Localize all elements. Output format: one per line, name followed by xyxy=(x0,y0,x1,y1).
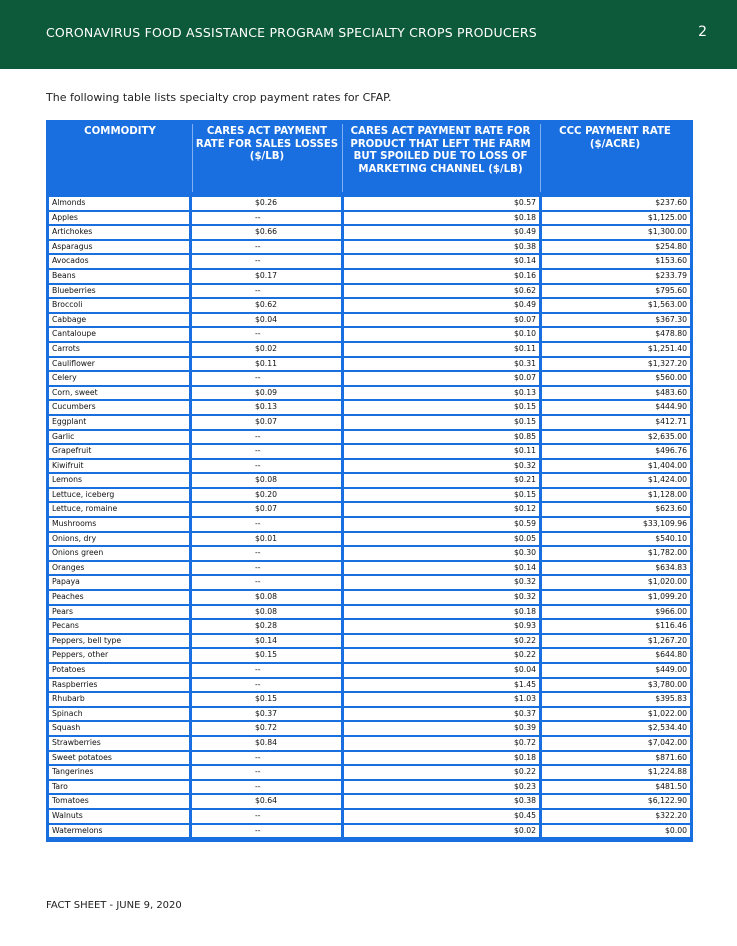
ccc-rate-cell: $444.90 xyxy=(542,401,690,414)
table-row xyxy=(49,313,690,328)
commodity-cell: Peaches xyxy=(49,591,189,604)
commodity-cell: Asparagus xyxy=(49,241,189,254)
cares-sales-loss-cell: -- xyxy=(192,255,341,268)
cares-spoiled-cell: $1.03 xyxy=(344,693,539,706)
commodity-cell: Eggplant xyxy=(49,416,189,429)
ccc-rate-cell: $1,424.00 xyxy=(542,474,690,487)
column-header-commodity: COMMODITY xyxy=(84,126,156,137)
header-divider xyxy=(342,124,343,192)
cares-sales-loss-cell: $0.17 xyxy=(192,270,341,283)
cares-spoiled-cell: $0.11 xyxy=(344,445,539,458)
cares-sales-loss-cell: -- xyxy=(192,460,341,473)
commodity-cell: Peppers, other xyxy=(49,649,189,662)
cares-sales-loss-cell: $0.62 xyxy=(192,299,341,312)
cares-sales-loss-cell: $0.37 xyxy=(192,708,341,721)
cares-spoiled-cell: $0.07 xyxy=(344,314,539,327)
cares-sales-loss-cell: -- xyxy=(192,241,341,254)
table-row xyxy=(49,663,690,678)
ccc-rate-cell: $1,404.00 xyxy=(542,460,690,473)
table-row xyxy=(49,298,690,313)
cares-spoiled-cell: $0.31 xyxy=(344,358,539,371)
cares-sales-loss-cell: -- xyxy=(192,212,341,225)
ccc-rate-cell: $0.00 xyxy=(542,825,690,838)
cares-sales-loss-cell: -- xyxy=(192,679,341,692)
table-row xyxy=(49,546,690,561)
ccc-rate-cell: $634.83 xyxy=(542,562,690,575)
header-divider xyxy=(192,124,193,192)
commodity-cell: Squash xyxy=(49,722,189,735)
cares-sales-loss-cell: $0.84 xyxy=(192,737,341,750)
ccc-rate-cell: $483.60 xyxy=(542,387,690,400)
ccc-rate-cell: $540.10 xyxy=(542,533,690,546)
cares-spoiled-cell: $0.18 xyxy=(344,606,539,619)
table-row xyxy=(49,225,690,240)
cares-sales-loss-cell: -- xyxy=(192,781,341,794)
table-row xyxy=(49,809,690,824)
table-row xyxy=(49,575,690,590)
commodity-cell: Celery xyxy=(49,372,189,385)
ccc-rate-cell: $7,042.00 xyxy=(542,737,690,750)
page-number: 2 xyxy=(698,24,707,40)
intro-text: The following table lists specialty crop payment rates for CFAP. xyxy=(46,91,392,104)
table-row xyxy=(49,619,690,634)
cares-sales-loss-cell: -- xyxy=(192,825,341,838)
cares-spoiled-cell: $0.32 xyxy=(344,591,539,604)
commodity-cell: Onions, dry xyxy=(49,533,189,546)
commodity-cell: Beans xyxy=(49,270,189,283)
ccc-rate-cell: $322.20 xyxy=(542,810,690,823)
column-header-cares-sales-losses: CARES ACT PAYMENT RATE FOR SALES LOSSES ($/LB) xyxy=(195,126,339,162)
cares-sales-loss-cell: -- xyxy=(192,328,341,341)
cares-sales-loss-cell: $0.72 xyxy=(192,722,341,735)
commodity-cell: Lettuce, romaine xyxy=(49,503,189,516)
cares-sales-loss-cell: -- xyxy=(192,547,341,560)
cares-sales-loss-cell: $0.64 xyxy=(192,795,341,808)
ccc-rate-cell: $233.79 xyxy=(542,270,690,283)
table-row xyxy=(49,371,690,386)
cares-sales-loss-cell: -- xyxy=(192,285,341,298)
table-row xyxy=(49,590,690,605)
cares-sales-loss-cell: $0.07 xyxy=(192,416,341,429)
commodity-cell: Spinach xyxy=(49,708,189,721)
table-row xyxy=(49,517,690,532)
commodity-cell: Artichokes xyxy=(49,226,189,239)
table-row xyxy=(49,357,690,372)
cares-spoiled-cell: $0.49 xyxy=(344,226,539,239)
cares-sales-loss-cell: $0.28 xyxy=(192,620,341,633)
commodity-cell: Kiwifruit xyxy=(49,460,189,473)
cares-spoiled-cell: $0.32 xyxy=(344,576,539,589)
table-row xyxy=(49,415,690,430)
cares-spoiled-cell: $0.21 xyxy=(344,474,539,487)
cares-sales-loss-cell: $0.66 xyxy=(192,226,341,239)
commodity-cell: Avocados xyxy=(49,255,189,268)
table-row xyxy=(49,269,690,284)
ccc-rate-cell: $644.80 xyxy=(542,649,690,662)
table-row xyxy=(49,765,690,780)
commodity-cell: Sweet potatoes xyxy=(49,752,189,765)
cares-spoiled-cell: $0.57 xyxy=(344,197,539,210)
payment-rates-table xyxy=(46,120,693,842)
ccc-rate-cell: $1,022.00 xyxy=(542,708,690,721)
commodity-cell: Peppers, bell type xyxy=(49,635,189,648)
cares-spoiled-cell: $0.30 xyxy=(344,547,539,560)
cares-sales-loss-cell: $0.08 xyxy=(192,474,341,487)
commodity-cell: Rhubarb xyxy=(49,693,189,706)
table-row xyxy=(49,721,690,736)
cares-sales-loss-cell: $0.20 xyxy=(192,489,341,502)
ccc-rate-cell: $254.80 xyxy=(542,241,690,254)
cares-spoiled-cell: $0.04 xyxy=(344,664,539,677)
cares-sales-loss-cell: $0.13 xyxy=(192,401,341,414)
cares-spoiled-cell: $0.72 xyxy=(344,737,539,750)
commodity-cell: Apples xyxy=(49,212,189,225)
ccc-rate-cell: $1,128.00 xyxy=(542,489,690,502)
cares-spoiled-cell: $0.38 xyxy=(344,795,539,808)
ccc-rate-cell: $1,125.00 xyxy=(542,212,690,225)
table-row xyxy=(49,634,690,649)
cares-spoiled-cell: $0.22 xyxy=(344,766,539,779)
table-row xyxy=(49,196,690,211)
commodity-cell: Walnuts xyxy=(49,810,189,823)
table-row xyxy=(49,342,690,357)
cares-sales-loss-cell: $0.14 xyxy=(192,635,341,648)
cares-spoiled-cell: $0.32 xyxy=(344,460,539,473)
ccc-rate-cell: $1,251.40 xyxy=(542,343,690,356)
ccc-rate-cell: $2,635.00 xyxy=(542,431,690,444)
header-bar xyxy=(0,0,737,69)
cares-spoiled-cell: $0.23 xyxy=(344,781,539,794)
table-row xyxy=(49,444,690,459)
cares-spoiled-cell: $0.38 xyxy=(344,241,539,254)
table-row xyxy=(49,386,690,401)
cares-sales-loss-cell: -- xyxy=(192,766,341,779)
cares-spoiled-cell: $0.45 xyxy=(344,810,539,823)
ccc-rate-cell: $1,563.00 xyxy=(542,299,690,312)
page-title: CORONAVIRUS FOOD ASSISTANCE PROGRAM SPECIALTY CROPS PRODUCERS xyxy=(46,25,537,40)
table-header xyxy=(46,120,693,196)
table-row xyxy=(49,240,690,255)
cares-sales-loss-cell: $0.02 xyxy=(192,343,341,356)
commodity-cell: Corn, sweet xyxy=(49,387,189,400)
ccc-rate-cell: $116.46 xyxy=(542,620,690,633)
table-row xyxy=(49,561,690,576)
table-row xyxy=(49,692,690,707)
cares-spoiled-cell: $0.15 xyxy=(344,416,539,429)
table-row xyxy=(49,211,690,226)
cares-spoiled-cell: $0.59 xyxy=(344,518,539,531)
table-row xyxy=(49,502,690,517)
cares-sales-loss-cell: $0.15 xyxy=(192,693,341,706)
table-row xyxy=(49,736,690,751)
commodity-cell: Taro xyxy=(49,781,189,794)
ccc-rate-cell: $412.71 xyxy=(542,416,690,429)
commodity-cell: Mushrooms xyxy=(49,518,189,531)
cares-spoiled-cell: $0.05 xyxy=(344,533,539,546)
cares-spoiled-cell: $0.14 xyxy=(344,255,539,268)
cares-sales-loss-cell: $0.01 xyxy=(192,533,341,546)
cares-sales-loss-cell: $0.07 xyxy=(192,503,341,516)
table-row xyxy=(49,254,690,269)
table-row xyxy=(49,707,690,722)
cares-spoiled-cell: $0.62 xyxy=(344,285,539,298)
table-row xyxy=(49,284,690,299)
commodity-cell: Blueberries xyxy=(49,285,189,298)
cares-sales-loss-cell: $0.11 xyxy=(192,358,341,371)
commodity-cell: Lemons xyxy=(49,474,189,487)
cares-spoiled-cell: $0.15 xyxy=(344,401,539,414)
commodity-cell: Grapefruit xyxy=(49,445,189,458)
table-row xyxy=(49,648,690,663)
ccc-rate-cell: $33,109.96 xyxy=(542,518,690,531)
commodity-cell: Tangerines xyxy=(49,766,189,779)
cares-sales-loss-cell: -- xyxy=(192,664,341,677)
commodity-cell: Cucumbers xyxy=(49,401,189,414)
table-row xyxy=(49,488,690,503)
cares-spoiled-cell: $0.10 xyxy=(344,328,539,341)
table-row xyxy=(49,780,690,795)
commodity-cell: Raspberries xyxy=(49,679,189,692)
ccc-rate-cell: $1,099.20 xyxy=(542,591,690,604)
cares-spoiled-cell: $0.22 xyxy=(344,649,539,662)
commodity-cell: Potatoes xyxy=(49,664,189,677)
cares-sales-loss-cell: $0.26 xyxy=(192,197,341,210)
ccc-rate-cell: $1,224.88 xyxy=(542,766,690,779)
commodity-cell: Tomatoes xyxy=(49,795,189,808)
table-row xyxy=(49,824,690,839)
commodity-cell: Carrots xyxy=(49,343,189,356)
commodity-cell: Pears xyxy=(49,606,189,619)
ccc-rate-cell: $795.60 xyxy=(542,285,690,298)
cares-sales-loss-cell: $0.08 xyxy=(192,591,341,604)
commodity-cell: Broccoli xyxy=(49,299,189,312)
commodity-cell: Watermelons xyxy=(49,825,189,838)
cares-sales-loss-cell: $0.08 xyxy=(192,606,341,619)
cares-spoiled-cell: $0.18 xyxy=(344,212,539,225)
ccc-rate-cell: $367.30 xyxy=(542,314,690,327)
table-row xyxy=(49,794,690,809)
table-row xyxy=(49,400,690,415)
cares-spoiled-cell: $0.15 xyxy=(344,489,539,502)
cares-spoiled-cell: $0.02 xyxy=(344,825,539,838)
commodity-cell: Garlic xyxy=(49,431,189,444)
cares-sales-loss-cell: -- xyxy=(192,431,341,444)
table-body xyxy=(49,196,690,838)
cares-spoiled-cell: $0.07 xyxy=(344,372,539,385)
commodity-cell: Onions green xyxy=(49,547,189,560)
cares-sales-loss-cell: -- xyxy=(192,576,341,589)
cares-spoiled-cell: $0.37 xyxy=(344,708,539,721)
cares-spoiled-cell: $0.22 xyxy=(344,635,539,648)
ccc-rate-cell: $395.83 xyxy=(542,693,690,706)
ccc-rate-cell: $237.60 xyxy=(542,197,690,210)
table-row xyxy=(49,678,690,693)
table-row xyxy=(49,532,690,547)
cares-spoiled-cell: $0.85 xyxy=(344,431,539,444)
table-row xyxy=(49,473,690,488)
cares-spoiled-cell: $0.18 xyxy=(344,752,539,765)
commodity-cell: Lettuce, iceberg xyxy=(49,489,189,502)
ccc-rate-cell: $871.60 xyxy=(542,752,690,765)
ccc-rate-cell: $1,782.00 xyxy=(542,547,690,560)
cares-spoiled-cell: $1.45 xyxy=(344,679,539,692)
commodity-cell: Cantaloupe xyxy=(49,328,189,341)
ccc-rate-cell: $1,020.00 xyxy=(542,576,690,589)
commodity-cell: Cauliflower xyxy=(49,358,189,371)
cares-spoiled-cell: $0.93 xyxy=(344,620,539,633)
ccc-rate-cell: $449.00 xyxy=(542,664,690,677)
commodity-cell: Strawberries xyxy=(49,737,189,750)
cares-spoiled-cell: $0.39 xyxy=(344,722,539,735)
table-row xyxy=(49,751,690,766)
ccc-rate-cell: $481.50 xyxy=(542,781,690,794)
column-header-ccc-rate: CCC PAYMENT RATE ($/ACRE) xyxy=(559,126,671,150)
ccc-rate-cell: $153.60 xyxy=(542,255,690,268)
commodity-cell: Cabbage xyxy=(49,314,189,327)
cares-sales-loss-cell: -- xyxy=(192,372,341,385)
ccc-rate-cell: $1,300.00 xyxy=(542,226,690,239)
footer-text: FACT SHEET - JUNE 9, 2020 xyxy=(46,900,182,911)
column-header-cares-spoiled: CARES ACT PAYMENT RATE FOR PRODUCT THAT LEFT THE FARM BUT SPOILED DUE TO LOSS OF MARKETING CHANNEL ($/LB) xyxy=(350,126,531,175)
cares-spoiled-cell: $0.16 xyxy=(344,270,539,283)
cares-spoiled-cell: $0.49 xyxy=(344,299,539,312)
cares-spoiled-cell: $0.11 xyxy=(344,343,539,356)
cares-sales-loss-cell: $0.04 xyxy=(192,314,341,327)
ccc-rate-cell: $6,122.90 xyxy=(542,795,690,808)
ccc-rate-cell: $1,267.20 xyxy=(542,635,690,648)
ccc-rate-cell: $478.80 xyxy=(542,328,690,341)
table-row xyxy=(49,327,690,342)
cares-sales-loss-cell: $0.09 xyxy=(192,387,341,400)
cares-sales-loss-cell: $0.15 xyxy=(192,649,341,662)
ccc-rate-cell: $3,780.00 xyxy=(542,679,690,692)
ccc-rate-cell: $1,327.20 xyxy=(542,358,690,371)
cares-sales-loss-cell: -- xyxy=(192,562,341,575)
ccc-rate-cell: $623.60 xyxy=(542,503,690,516)
cares-sales-loss-cell: -- xyxy=(192,518,341,531)
cares-sales-loss-cell: -- xyxy=(192,752,341,765)
ccc-rate-cell: $966.00 xyxy=(542,606,690,619)
cares-spoiled-cell: $0.12 xyxy=(344,503,539,516)
cares-spoiled-cell: $0.14 xyxy=(344,562,539,575)
commodity-cell: Pecans xyxy=(49,620,189,633)
ccc-rate-cell: $496.76 xyxy=(542,445,690,458)
cares-spoiled-cell: $0.13 xyxy=(344,387,539,400)
table-row xyxy=(49,459,690,474)
commodity-cell: Oranges xyxy=(49,562,189,575)
ccc-rate-cell: $560.00 xyxy=(542,372,690,385)
table-row xyxy=(49,430,690,445)
cares-sales-loss-cell: -- xyxy=(192,810,341,823)
commodity-cell: Papaya xyxy=(49,576,189,589)
cares-sales-loss-cell: -- xyxy=(192,445,341,458)
ccc-rate-cell: $2,534.40 xyxy=(542,722,690,735)
commodity-cell: Almonds xyxy=(49,197,189,210)
table-row xyxy=(49,605,690,620)
